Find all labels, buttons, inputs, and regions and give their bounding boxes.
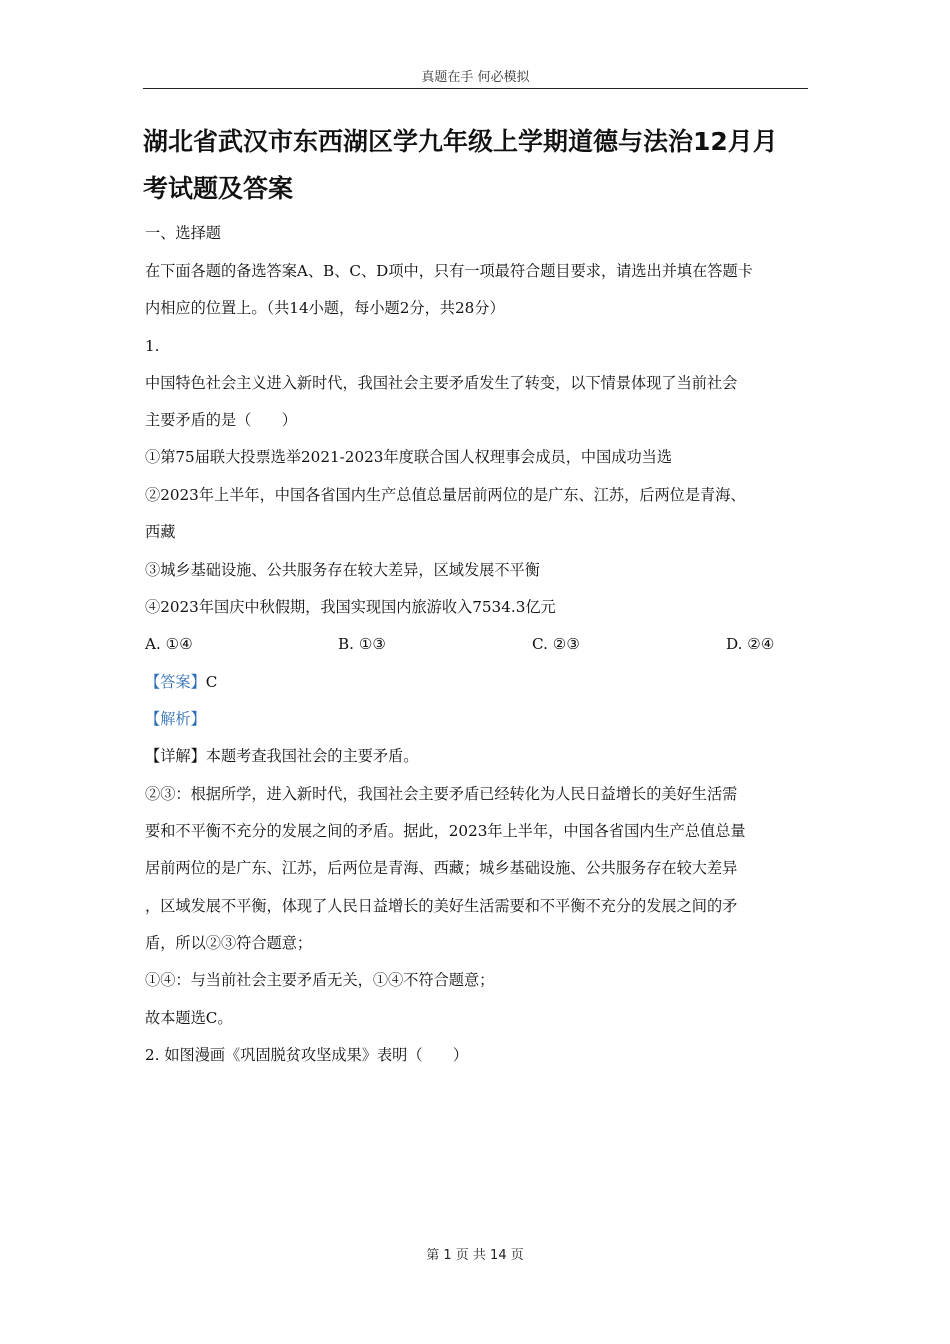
detail-line-3: 要和不平衡不充分的发展之间的矛盾。据此，2023年上半年，中国各省国内生产总值总量 [145, 822, 746, 840]
question-1-item-4: ④2023年国庆中秋假期，我国实现国内旅游收入7534.3亿元 [145, 598, 556, 616]
detail-line-2: ②③：根据所学，进入新时代，我国社会主要矛盾已经转化为人民日益增长的美好生活需 [145, 785, 738, 803]
section-heading: 一、选择题 [145, 224, 221, 242]
question-1-item-2-line-2: 西藏 [145, 523, 176, 541]
option-a: A. ①④ [145, 635, 193, 653]
analysis-tag: 【解析】 [145, 710, 206, 728]
header-divider [143, 88, 808, 89]
answer-tag: 【答案】 [145, 673, 206, 691]
title-line-1: 湖北省武汉市东西湖区学九年级上学期道德与法治12月月 [143, 127, 778, 156]
detail-line-6: 盾，所以②③符合题意； [145, 934, 313, 952]
question-1-item-1: ①第75届联大投票选举2021-2023年度联合国人权理事会成员，中国成功当选 [145, 448, 673, 466]
question-2-stem: 2. 如图漫画《巩固脱贫攻坚成果》表明（ ） [145, 1046, 469, 1064]
instructions-line-2: 内相应的位置上。（共14小题，每小题2分，共28分） [145, 299, 505, 317]
page-footer: 第 1 页 共 14 页 [426, 1248, 524, 1263]
question-1-item-3: ③城乡基础设施、公共服务存在较大差异，区域发展不平衡 [145, 561, 540, 579]
detail-line-7: ①④：与当前社会主要矛盾无关，①④不符合题意； [145, 971, 495, 989]
answer-line [145, 672, 217, 692]
page-header: 真题在手 何必模拟 [421, 70, 530, 85]
question-1-number: 1. [145, 337, 160, 355]
answer-value: C [205, 673, 218, 691]
detail-line-4: 居前两位的是广东、江苏，后两位是青海、西藏；城乡基础设施、公共服务存在较大差异 [145, 859, 738, 877]
document-title [143, 118, 808, 212]
detail-line-5: ，区域发展不平衡，体现了人民日益增长的美好生活需要和不平衡不充分的发展之间的矛 [145, 897, 738, 915]
option-d: D. ②④ [726, 635, 775, 653]
title-line-2: 考试题及答案 [143, 174, 294, 203]
question-1-stem-line-2: 主要矛盾的是（ ） [145, 411, 297, 429]
detail-line-8: 故本题选C。 [145, 1009, 233, 1027]
question-1-stem-line-1: 中国特色社会主义进入新时代，我国社会主要矛盾发生了转变，以下情景体现了当前社会 [145, 374, 738, 392]
option-b: B. ①③ [338, 635, 387, 653]
instructions-line-1: 在下面各题的备选答案A、B、C、D项中，只有一项最符合题目要求，请选出并填在答题卡 [145, 262, 753, 280]
question-1-item-2-line-1: ②2023年上半年，中国各省国内生产总值总量居前两位的是广东、江苏，后两位是青海、 [145, 486, 746, 504]
detail-line-1: 【详解】本题考查我国社会的主要矛盾。 [145, 747, 419, 765]
option-c: C. ②③ [532, 635, 580, 653]
